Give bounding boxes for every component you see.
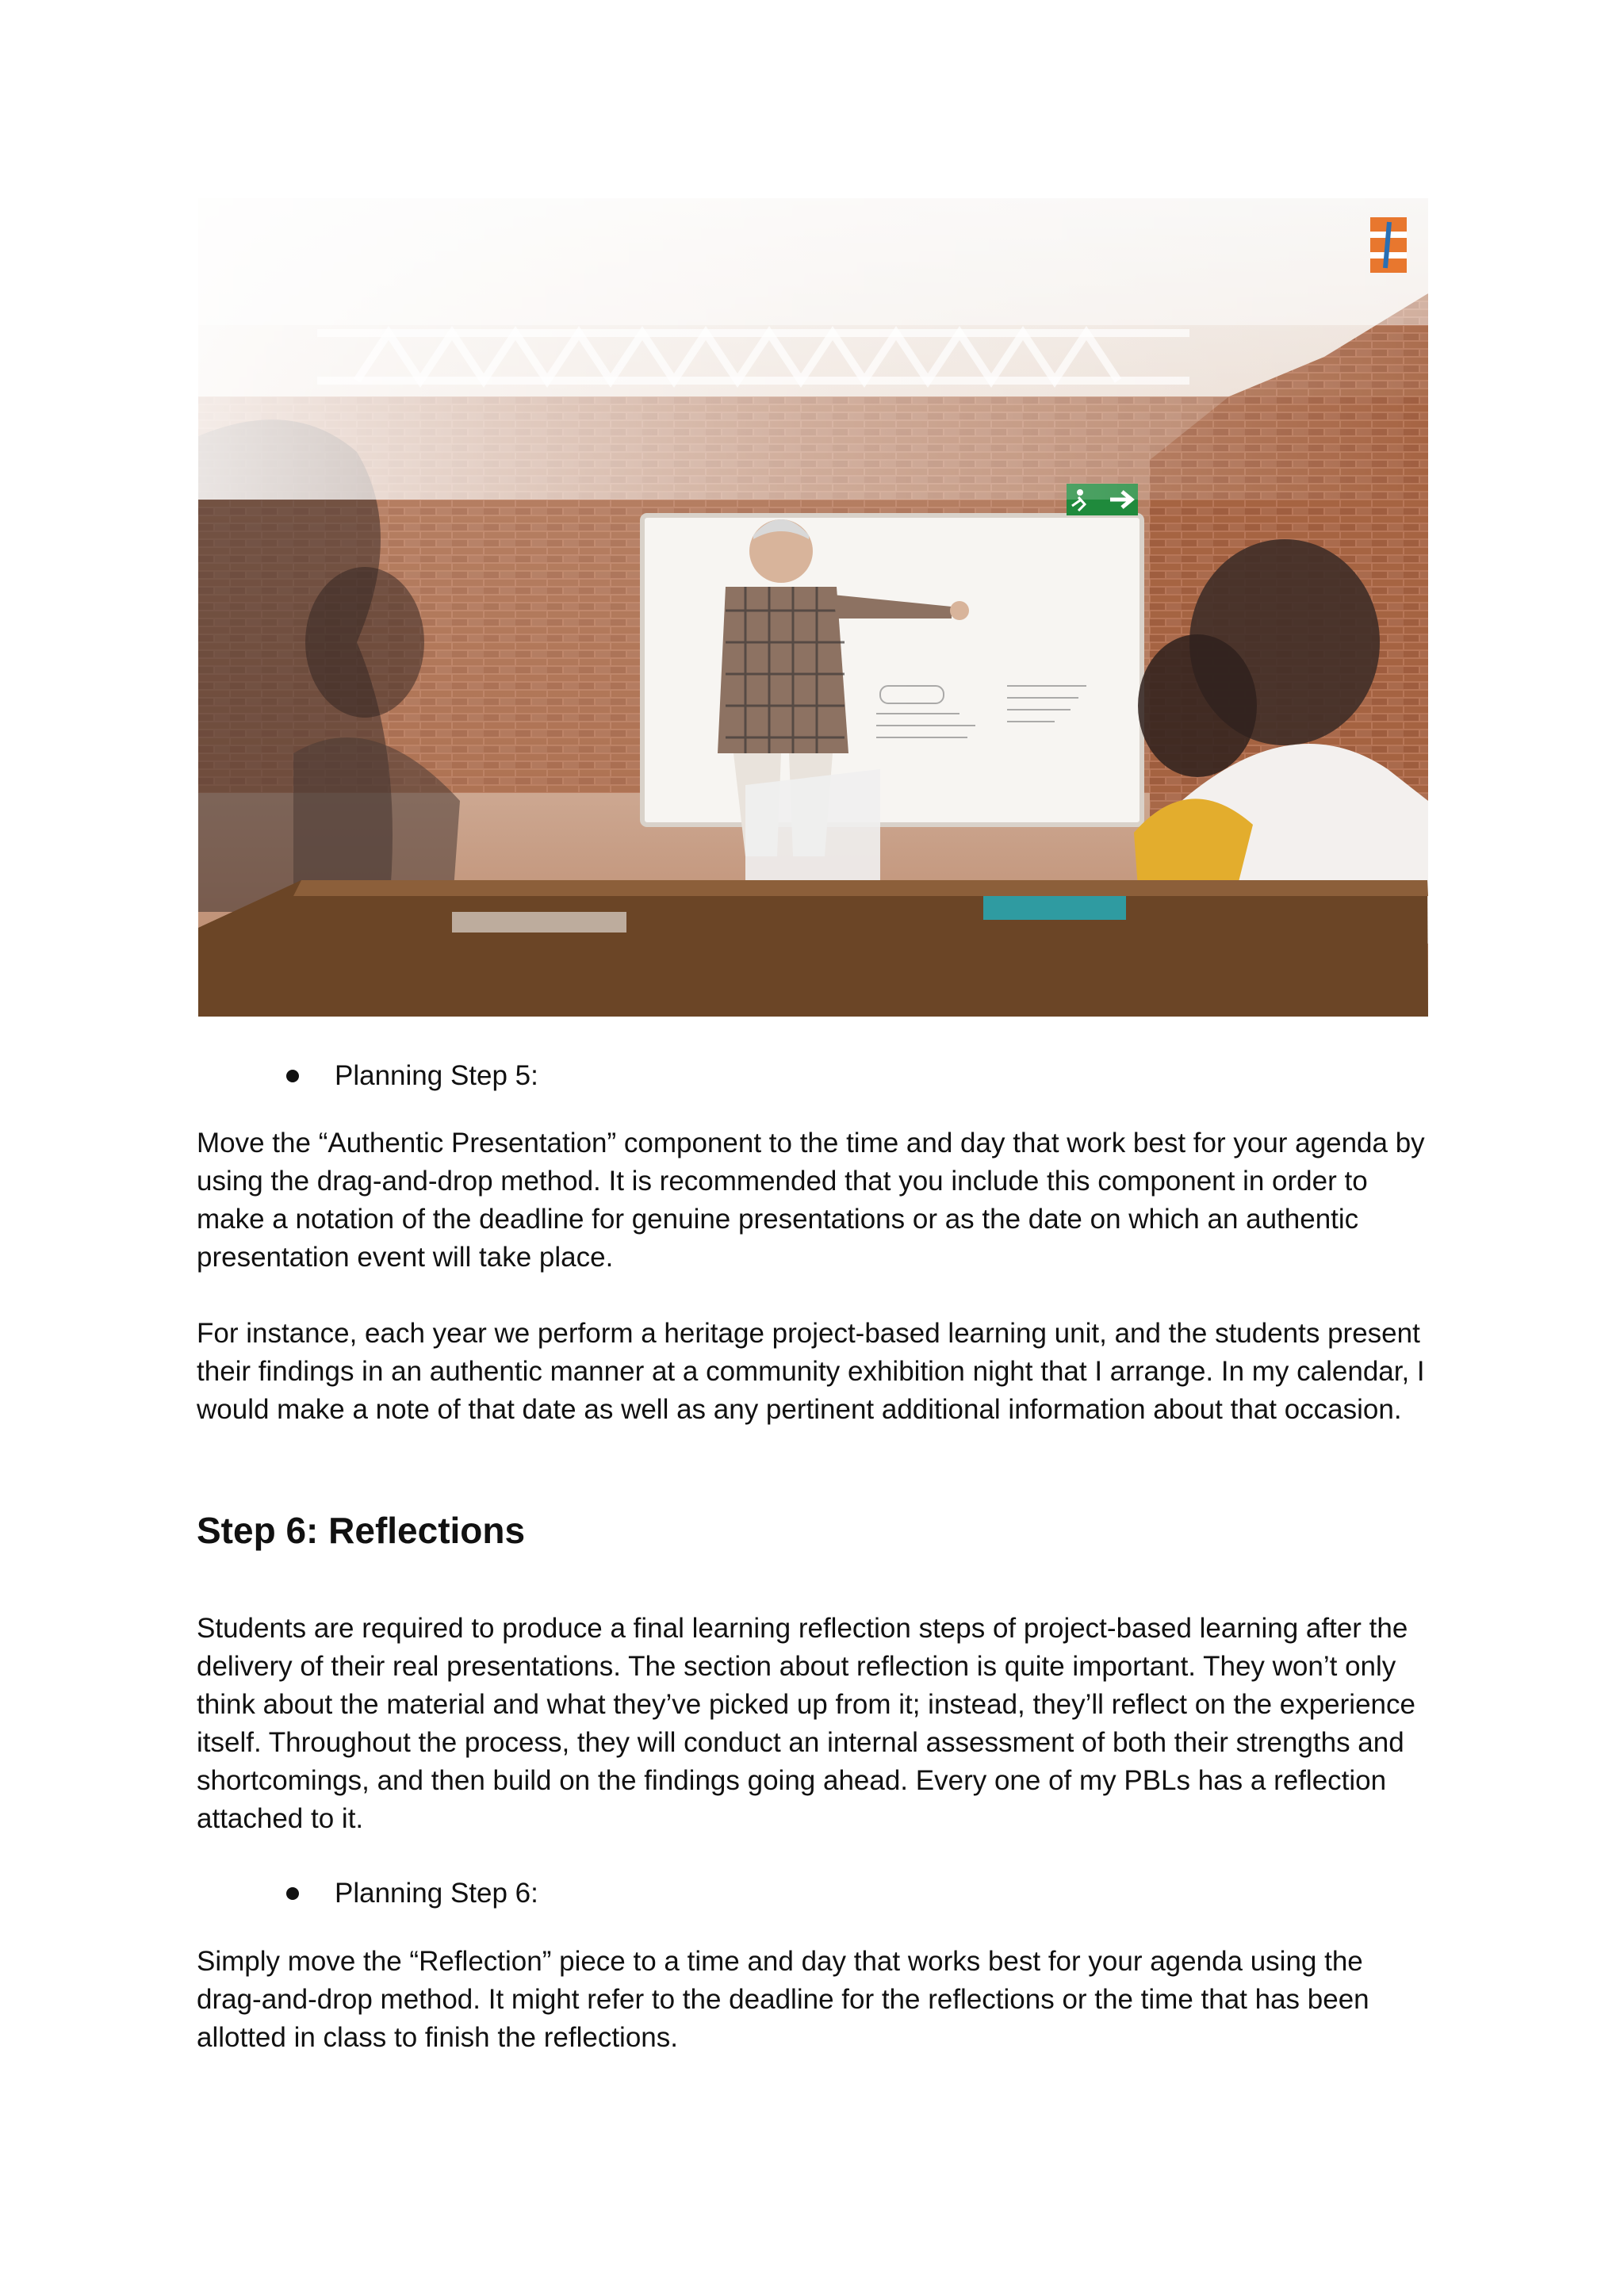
paragraph-heritage-example: For instance, each year we perform a heritage project-based learning unit, and the students present their findings in an authentic manner at a community exhibition night that I arrange. In my calendar, I would make a note of that date as well as any pertinent additional information about that occasion. (197, 1318, 1425, 1425)
planning-step-6-bullet (282, 1875, 538, 1913)
paragraph-reflection-description: Students are required to produce a final learning reflection steps of project-based learning after the delivery of their real presentations. The section about reflection is quite important. They won’t only think about the material and what they’ve picked up from it; instead, they’ll reflect on the experience itself. Throughout the process, they will conduct an internal assessment of both their strengths and shortcomings, and then build on the findings going ahead. Every one of my PBLs has a reflection attached to it. (197, 1613, 1415, 1834)
bullet-dot (286, 1887, 299, 1900)
brand-logo-icon (1370, 217, 1407, 273)
bullet-dot (286, 1070, 299, 1082)
paragraph-reflection-drag-drop: Simply move the “Reflection” piece to a time and day that works best for your agenda using the drag-and-drop method. It might refer to the deadline for the reflections or the time that has been allotted in class to finish the reflections. (197, 1946, 1369, 2053)
planning-step-6-label: Planning Step 6: (335, 1878, 538, 1909)
planning-step-5-bullet (282, 1057, 538, 1095)
planning-step-5-label: Planning Step 5: (335, 1060, 538, 1091)
hero-photo (198, 198, 1428, 1017)
classroom-presentation-photo (198, 198, 1428, 1017)
paragraph-authentic-presentation: Move the “Authentic Presentation” component to the time and day that work best for your agenda by using the drag-and-drop method. It is recommended that you include this component in order to make a notation of the deadline for genuine presentations or as the date on which an authentic presentation event will take place. (197, 1128, 1425, 1273)
step-6-heading: Step 6: Reflections (197, 1510, 526, 1551)
